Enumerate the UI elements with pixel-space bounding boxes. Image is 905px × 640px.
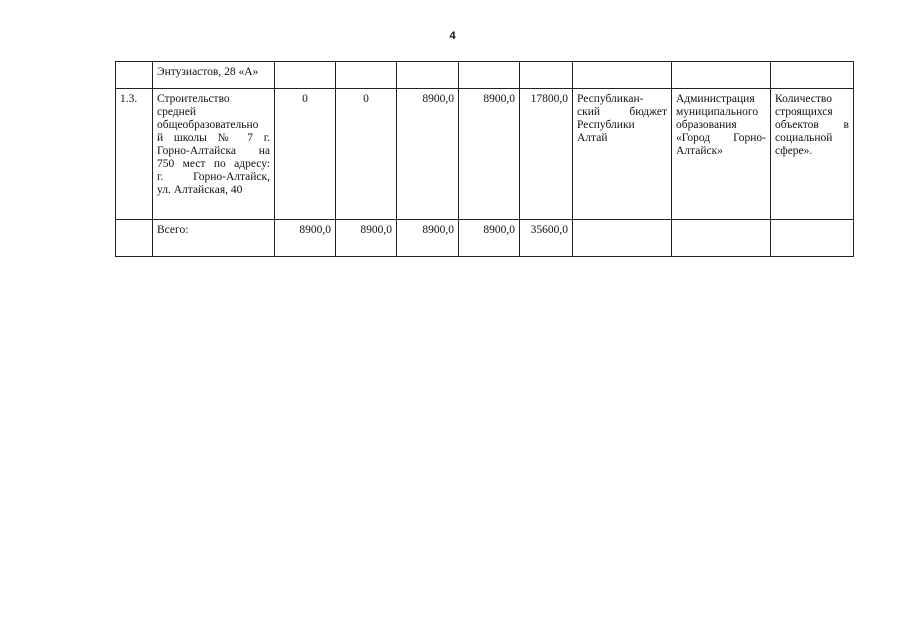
page-number: 4: [449, 30, 456, 42]
cell-indicator: [771, 89, 854, 220]
cell-total-sum: 35600,0: [520, 220, 573, 257]
executor-line: образования: [676, 119, 737, 131]
source-line: ский бюджет: [577, 106, 667, 118]
cell-value-1: 0: [275, 89, 336, 220]
cell-empty: [397, 62, 459, 89]
executor-line: муниципального: [676, 106, 759, 118]
program-table: [115, 61, 854, 257]
indicator-line: социальной: [775, 132, 833, 144]
name-line: общеобразовательно: [157, 119, 259, 131]
name-line: Горно-Алтайска на: [157, 145, 270, 157]
cell-total-label: Всего:: [153, 220, 275, 257]
indicator-line: строящихся: [775, 106, 833, 118]
cell-funding-source: [573, 89, 672, 220]
name-line: средней: [157, 106, 197, 118]
cell-value-2: 0: [336, 89, 397, 220]
name-line: 750 мест по адресу:: [157, 158, 270, 170]
source-line: Алтай: [577, 132, 608, 144]
name-line: г. Горно-Алтайск,: [157, 171, 270, 183]
name-line: ул. Алтайская, 40: [157, 184, 243, 196]
table-row-1-3: [116, 89, 854, 220]
cell-empty: [459, 62, 520, 89]
cell-empty: [573, 62, 672, 89]
cell-empty: [771, 62, 854, 89]
cell-value-total: 17800,0: [520, 89, 573, 220]
cell-row-index: 1.3.: [116, 89, 153, 220]
executor-line: «Город Горно-: [676, 132, 766, 144]
cell-total-1: 8900,0: [275, 220, 336, 257]
table-row-continued: [116, 62, 854, 89]
cell-index: [116, 62, 153, 89]
cell-empty: [573, 220, 672, 257]
cell-total-2: 8900,0: [336, 220, 397, 257]
cell-empty: [336, 62, 397, 89]
cell-empty: [275, 62, 336, 89]
cell-total-3: 8900,0: [397, 220, 459, 257]
cell-value-4: 8900,0: [459, 89, 520, 220]
executor-line: Администрация: [676, 93, 755, 105]
executor-line: Алтайск»: [676, 145, 723, 157]
cell-empty: [771, 220, 854, 257]
cell-executor: [672, 89, 771, 220]
source-line: Республикан-: [577, 93, 644, 105]
cell-empty: [672, 220, 771, 257]
cell-total-4: 8900,0: [459, 220, 520, 257]
cell-empty: [520, 62, 573, 89]
cell-empty: [116, 220, 153, 257]
cell-address-tail: Энтузиастов, 28 «А»: [153, 62, 275, 89]
cell-project-name: [153, 89, 275, 220]
cell-empty: [672, 62, 771, 89]
source-line: Республики: [577, 119, 635, 131]
name-line: й школы № 7 г.: [157, 132, 270, 144]
indicator-line: сфере».: [775, 145, 813, 157]
indicator-line: объектов в: [775, 119, 849, 131]
name-line: Строительство: [157, 93, 230, 105]
cell-value-3: 8900,0: [397, 89, 459, 220]
table-row-total: [116, 220, 854, 257]
indicator-line: Количество: [775, 93, 832, 105]
